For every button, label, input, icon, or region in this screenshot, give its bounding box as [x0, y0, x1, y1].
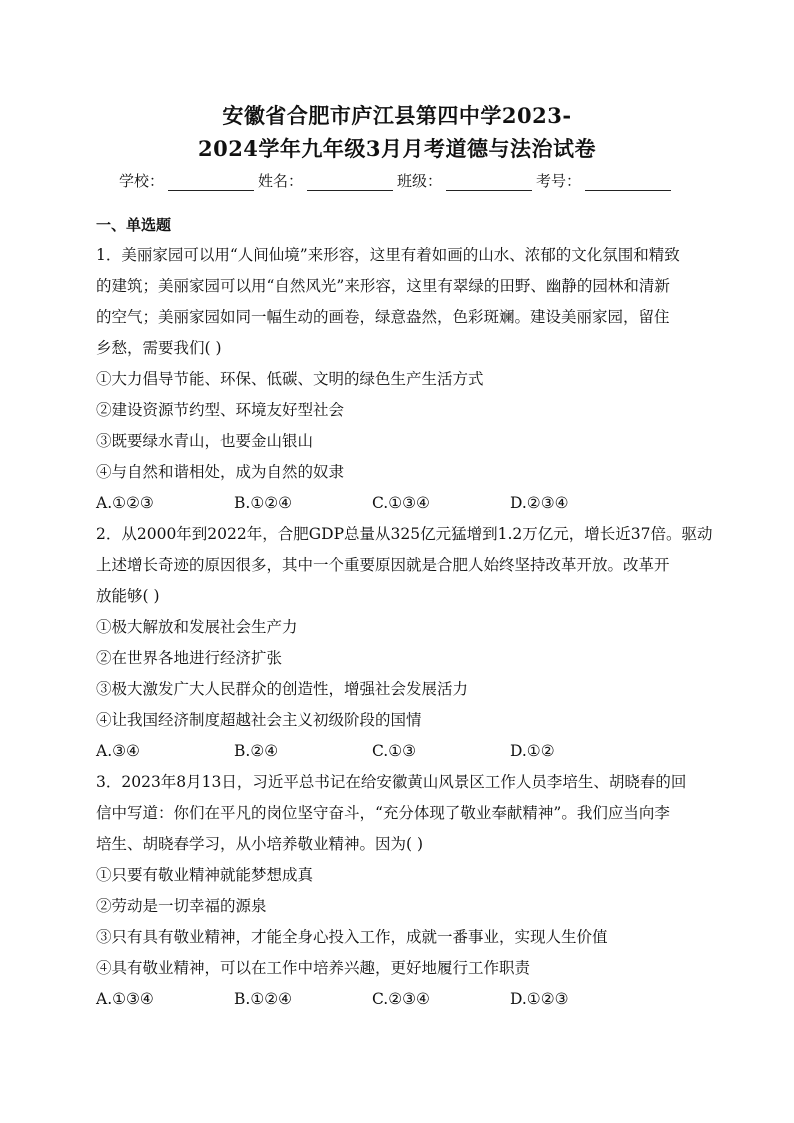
option-a[interactable]: A.①③④: [96, 990, 154, 1008]
question-stem-line: 信中写道：你们在平凡的岗位坚守奋斗，“充分体现了敬业奉献精神”。我们应当向李: [96, 804, 670, 822]
option-b[interactable]: B.②④: [234, 742, 279, 760]
question-stem-line: 乡愁，需要我们( ): [96, 339, 222, 357]
option-d[interactable]: D.①②: [510, 742, 555, 760]
option-d[interactable]: D.②③④: [510, 494, 569, 512]
exam-number-field: [536, 170, 675, 191]
question-3: [96, 767, 696, 1015]
exam-title-line2: 2024学年九年级3月月考道德与法治试卷: [197, 136, 597, 161]
section-title: 一、单选题: [96, 216, 172, 234]
option-b[interactable]: B.①②④: [234, 990, 293, 1008]
statement-item: ①极大解放和发展社会生产力: [96, 618, 298, 636]
option-a[interactable]: A.③④: [96, 742, 140, 760]
statement-item: ③只有具有敬业精神，才能全身心投入工作，成就一番事业，实现人生价值: [96, 928, 608, 946]
option-d[interactable]: D.①②③: [510, 990, 569, 1008]
statement-item: ②建设资源节约型、环境友好型社会: [96, 401, 345, 419]
question-stem-line: 放能够( ): [96, 587, 160, 605]
question-stem-line: 上述增长奇迹的原因很多，其中一个重要原因就是合肥人始终坚持改革开放。改革开: [96, 556, 670, 574]
student-info-row: [0, 170, 794, 191]
statement-item: ④与自然和谐相处，成为自然的奴隶: [96, 463, 345, 481]
question-stem-line: 培生、胡晓春学习，从小培养敬业精神。因为( ): [96, 835, 424, 853]
option-b[interactable]: B.①②④: [234, 494, 293, 512]
class-label: 班级：: [397, 172, 443, 190]
option-c[interactable]: C.①③: [372, 742, 417, 760]
statement-item: ②劳动是一切幸福的源泉: [96, 897, 267, 915]
school-label: 学校：: [118, 172, 164, 190]
name-field: [258, 170, 397, 191]
exam-title-line1: 安徽省合肥市庐江县第四中学2023-: [222, 103, 572, 128]
statement-item: ②在世界各地进行经济扩张: [96, 649, 283, 667]
class-blank[interactable]: [446, 176, 532, 191]
statement-item: ①只要有敬业精神就能梦想成真: [96, 866, 314, 884]
statement-item: ③既要绿水青山，也要金山银山: [96, 432, 314, 450]
exam-number-blank[interactable]: [585, 176, 671, 191]
option-c[interactable]: C.①③④: [372, 494, 430, 512]
question-stem-line: 的空气；美丽家园如同一幅生动的画卷，绿意盎然，色彩斑斓。建设美丽家园，留住: [96, 308, 670, 326]
answer-options: [96, 984, 696, 1015]
answer-options: [96, 488, 696, 519]
question-stem-line: 2．从2000年到2022年，合肥GDP总量从325亿元猛增到1.2万亿元，增长近37倍。驱动: [96, 525, 713, 543]
answer-options: [96, 736, 696, 767]
statement-item: ④让我国经济制度超越社会主义初级阶段的国情: [96, 711, 422, 729]
class-field: [397, 170, 536, 191]
exam-number-label: 考号：: [536, 172, 582, 190]
name-label: 姓名：: [257, 172, 303, 190]
statement-item: ④具有敬业精神，可以在工作中培养兴趣，更好地履行工作职责: [96, 959, 531, 977]
name-blank[interactable]: [307, 176, 393, 191]
question-list: [96, 240, 713, 1015]
question-2: [96, 519, 713, 767]
statement-item: ③极大激发广大人民群众的创造性，增强社会发展活力: [96, 680, 469, 698]
school-field: [119, 170, 258, 191]
question-stem-line: 1．美丽家园可以用“人间仙境”来形容，这里有着如画的山水、浓郁的文化氛围和精致: [96, 246, 680, 264]
question-stem-line: 3．2023年8月13日，习近平总书记在给安徽黄山风景区工作人员李培生、胡晓春的回: [96, 773, 687, 791]
option-c[interactable]: C.②③④: [372, 990, 430, 1008]
statement-item: ①大力倡导节能、环保、低碳、文明的绿色生产生活方式: [96, 370, 484, 388]
question-1: [96, 240, 696, 519]
school-blank[interactable]: [168, 176, 254, 191]
option-a[interactable]: A.①②③: [96, 494, 154, 512]
question-stem-line: 的建筑；美丽家园可以用“自然风光”来形容，这里有翠绿的田野、幽静的园林和清新: [96, 277, 670, 295]
